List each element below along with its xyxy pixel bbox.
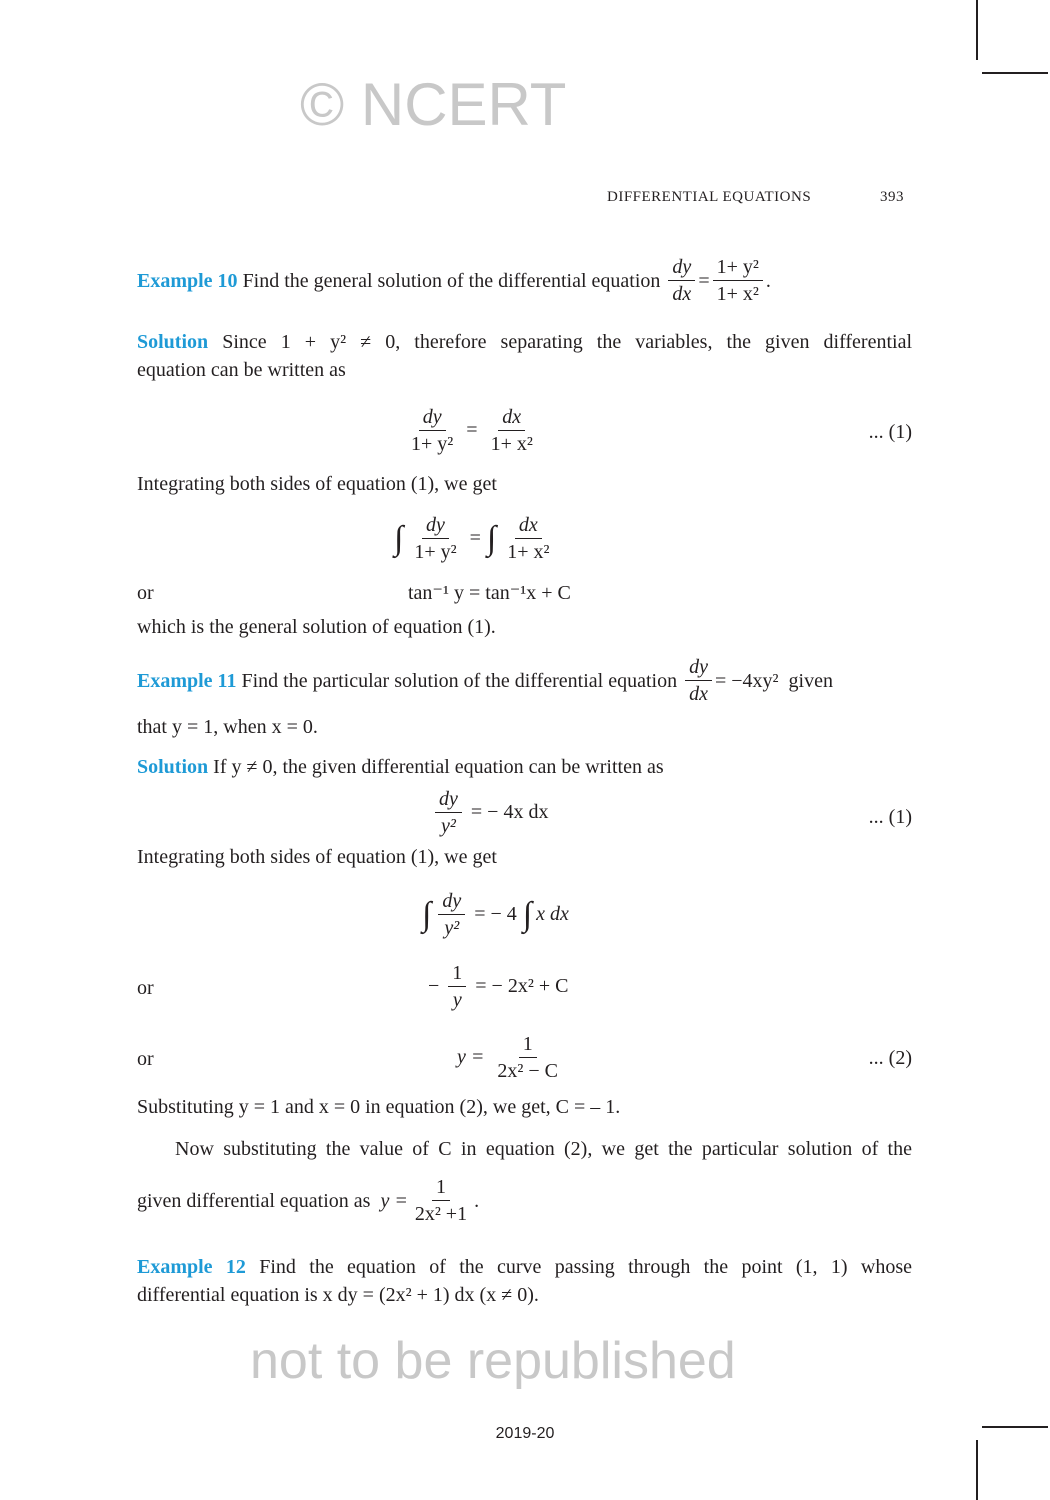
watermark-not-republished: not to be republished — [250, 1332, 736, 1390]
or-label: or — [137, 1048, 154, 1070]
denominator: 1+ x² — [490, 433, 533, 455]
integral-sign: ∫ — [522, 895, 533, 933]
example-label: Example 10 — [137, 269, 238, 292]
text: Integrating both sides of equation (1), we get — [137, 473, 497, 495]
text: given — [788, 669, 833, 692]
text: Now substituting the value of C in equation (2), we get the particular solution of the — [175, 1138, 912, 1160]
denominator: dx — [689, 683, 708, 705]
equation-tag: ... (1) — [868, 806, 912, 828]
rhs: = − 2x² + C — [475, 975, 569, 997]
example-10 — [137, 254, 771, 307]
rhs: = − 4 — [474, 903, 517, 925]
text: given differential equation as — [137, 1189, 371, 1212]
example-text: Find the particular solution of the differential equation — [241, 669, 678, 692]
page-number: 393 — [880, 189, 904, 205]
fraction — [407, 404, 457, 457]
text: Substituting y = 1 and x = 0 in equation (2), we get, C = – 1. — [137, 1096, 621, 1118]
denominator: y² — [441, 815, 456, 837]
or-label: or — [137, 582, 154, 604]
integral-equation — [422, 888, 569, 941]
equals: = — [469, 527, 481, 549]
example-label: Example 11 — [137, 669, 237, 692]
equals: = — [466, 419, 478, 441]
text: equation can be written as — [137, 359, 346, 381]
integrand: x dx — [536, 903, 569, 925]
solution-11-line1 — [137, 755, 664, 779]
rhs: = − 4x dx — [470, 801, 549, 823]
denominator: 1+ y² — [414, 541, 457, 563]
example-12-line1 — [137, 1255, 912, 1279]
crop-mark — [982, 72, 1048, 74]
lhs: y = — [457, 1046, 485, 1068]
fraction — [410, 512, 460, 565]
denominator: y² — [444, 917, 460, 939]
numerator: 1 — [432, 1174, 450, 1201]
solution-label: Solution — [137, 756, 209, 778]
fraction — [487, 404, 537, 457]
fraction — [438, 888, 465, 941]
watermark-copyright: © NCERT — [300, 71, 567, 138]
final-solution-line — [137, 1174, 479, 1227]
solution-label: Solution — [137, 331, 209, 353]
equation-tag: ... (2) — [868, 1047, 912, 1069]
fraction — [493, 1031, 562, 1084]
text: If y ≠ 0, the given differential equation can be written as — [213, 756, 664, 778]
numerator: dy — [689, 656, 708, 678]
text: Find the equation of the curve passing through the point (1, 1) whose — [259, 1256, 912, 1278]
crop-mark — [976, 1440, 978, 1500]
text: differential equation is x dy = (2x² + 1) dx (x ≠ 0). — [137, 1284, 539, 1306]
fraction — [435, 786, 462, 839]
period: . — [474, 1189, 480, 1212]
numerator: dy — [672, 256, 692, 278]
fraction — [503, 512, 553, 565]
numerator: 1 — [448, 960, 466, 987]
fraction — [411, 1174, 471, 1227]
denominator: dx — [672, 283, 692, 305]
integral-sign: ∫ — [486, 519, 497, 557]
integral-equation — [394, 512, 557, 565]
example-11 — [137, 654, 833, 707]
equation-1 — [404, 404, 540, 457]
numerator: dx — [518, 514, 538, 536]
fraction — [668, 254, 695, 307]
text: Integrating both sides of equation (1), we get — [137, 846, 497, 868]
text: Since 1 + y² ≠ 0, therefore separating the variables, the given differential — [222, 331, 913, 353]
equation-2 — [457, 1031, 565, 1084]
general-solution: tan⁻¹ y = tan⁻¹x + C — [408, 582, 571, 604]
numerator: 1+ y² — [713, 254, 763, 281]
equation-tag: ... (1) — [868, 421, 912, 443]
denominator: 1+ y² — [411, 433, 454, 455]
period: . — [765, 269, 771, 292]
running-header: DIFFERENTIAL EQUATIONS — [607, 189, 812, 205]
fraction — [713, 254, 763, 307]
lhs: y = — [380, 1189, 408, 1212]
equation-1 — [432, 786, 548, 839]
example-label: Example 12 — [137, 1256, 246, 1278]
numerator: dy — [426, 514, 445, 536]
numerator: dx — [502, 406, 522, 428]
numerator: dy — [422, 406, 442, 428]
rhs: = −4xy² — [714, 669, 779, 692]
numerator: 1 — [519, 1031, 537, 1058]
or-label: or — [137, 977, 154, 999]
denominator: 1+ x² — [507, 541, 550, 563]
numerator: dy — [439, 788, 458, 810]
minus: − — [428, 975, 440, 997]
integral-sign: ∫ — [394, 519, 404, 557]
equals: = — [698, 269, 710, 292]
footer-year: 2019-20 — [495, 1425, 555, 1442]
denominator: 2x² +1 — [414, 1203, 468, 1225]
text: that y = 1, when x = 0. — [137, 716, 318, 738]
crop-mark — [976, 0, 978, 60]
integral-sign: ∫ — [422, 895, 432, 933]
equation — [428, 960, 568, 1013]
fraction — [685, 654, 712, 707]
numerator: dy — [442, 890, 462, 912]
fraction — [448, 960, 466, 1013]
solution-10-line1 — [137, 330, 912, 354]
denominator: 2x² − C — [497, 1060, 558, 1082]
denominator: 1+ x² — [716, 283, 759, 305]
denominator: y — [452, 989, 462, 1011]
example-text: Find the general solution of the differential equation — [242, 269, 661, 292]
text: which is the general solution of equation (1). — [137, 616, 496, 638]
